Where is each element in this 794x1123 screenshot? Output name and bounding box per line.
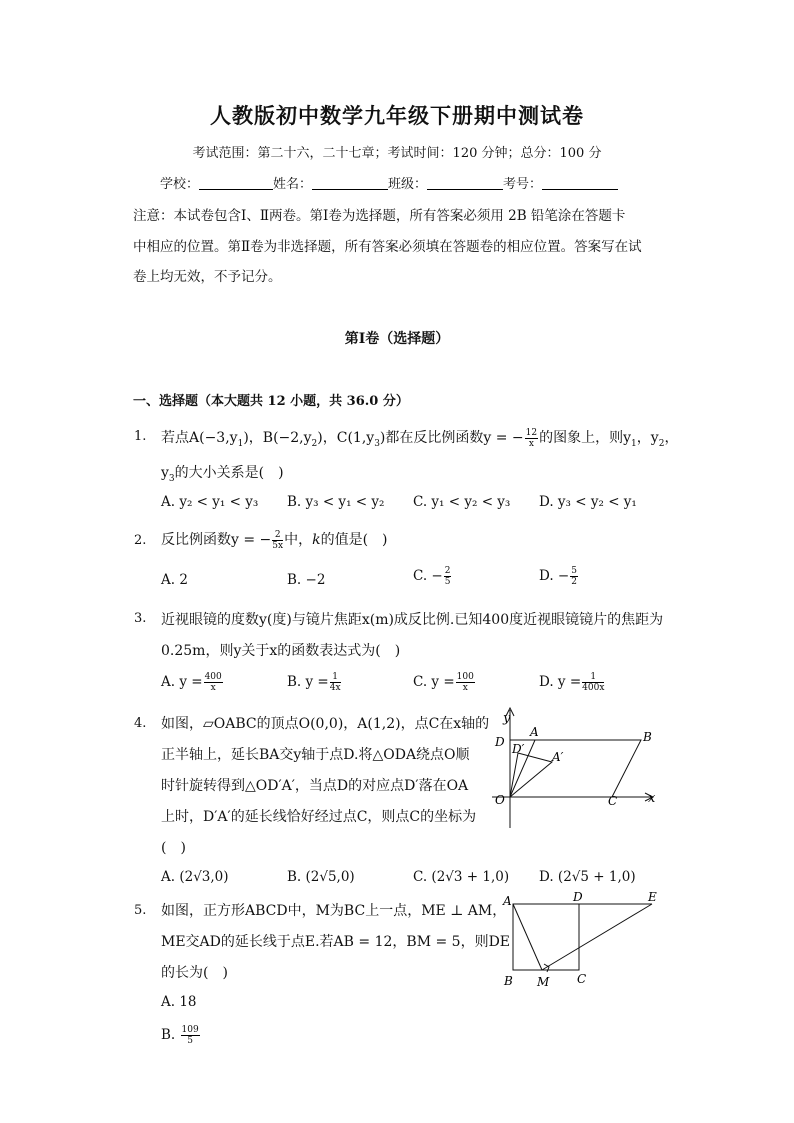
q4-stem-line3: 时针旋转得到△OD′A′，当点D的对应点D′落在OA bbox=[161, 778, 469, 794]
q4-parallelogram bbox=[510, 740, 641, 797]
q5-square bbox=[513, 904, 579, 970]
id-label: 考号： bbox=[503, 177, 543, 192]
q4-label-c: C bbox=[608, 794, 618, 808]
exam-info: 考试范围：第二十六，二十七章；考试时间：120 分钟；总分：100 分 bbox=[192, 146, 602, 161]
q4-number: 4. bbox=[134, 716, 147, 731]
q4-label-d-prime: D′ bbox=[512, 742, 525, 756]
q5-segment-am bbox=[513, 904, 542, 970]
notice-line-2: 中相应的位置。第Ⅱ卷为非选择题，所有答案必须填在答题卷的相应位置。答案写在试 bbox=[133, 239, 642, 255]
q2-option-d[interactable]: D. − $\frac{5}{2}$ bbox=[539, 566, 577, 587]
q3-option-c[interactable]: C. y = $\frac{100}{x}$ bbox=[413, 672, 474, 693]
school-label: 学校： bbox=[160, 177, 200, 192]
q4-option-a[interactable]: A. (2√3,0) bbox=[161, 869, 229, 885]
student-info-line bbox=[160, 173, 618, 192]
q1-stem-line1: 若点$A(-3,y_1)$，$B(-2,y_2)$，$C(1,y_3)$都在反比例函数y = − $\frac{12}{x}$ 的图象上，则$y_1$，$y_2$， bbox=[161, 427, 679, 449]
page-title: 人教版初中数学九年级下册期中测试卷 bbox=[210, 103, 584, 128]
q4-label-x: x bbox=[648, 791, 656, 806]
q4-label-o: O bbox=[495, 793, 505, 807]
q3-option-b[interactable]: B. y = $\frac{1}{4x}$ bbox=[287, 672, 341, 693]
q5-stem-line2: ME交AD的延长线于点E.若AB = 12，BM = 5，则DE bbox=[161, 934, 511, 950]
name-blank[interactable] bbox=[312, 176, 388, 190]
name-label: 姓名： bbox=[273, 177, 313, 192]
q1-option-a[interactable]: A. y₂ < y₁ < y₃ bbox=[161, 494, 259, 510]
q5-label-e: E bbox=[648, 890, 657, 904]
q4-label-y: y bbox=[503, 711, 511, 726]
q3-stem-line1: 近视眼镜的度数y(度)与镜片焦距x(m)成反比例.已知400度近视眼镜镜片的焦距为 bbox=[161, 612, 664, 628]
q5-number: 5. bbox=[134, 903, 147, 918]
q5-label-b: B bbox=[504, 974, 513, 988]
q4-label-a-prime: A′ bbox=[552, 750, 564, 764]
q4-label-b: B bbox=[643, 730, 652, 744]
section-title: 第Ⅰ卷（选择题） bbox=[344, 331, 450, 347]
q4-label-d: D bbox=[495, 735, 505, 749]
q1-number: 1. bbox=[134, 429, 147, 444]
q2-stem: 反比例函数y = − $\frac{2}{5x}$ 中，k的值是( ) bbox=[161, 529, 388, 551]
q4-figure bbox=[488, 705, 668, 833]
q5-segment-me bbox=[542, 904, 652, 970]
q1-stem-line2: $y_3$的大小关系是( ) bbox=[161, 465, 284, 484]
q3-stem-line2: 0.25m，则y关于x的函数表达式为( ) bbox=[161, 643, 401, 659]
notice-line-3: 卷上均无效，不予记分。 bbox=[133, 269, 282, 285]
class-label: 班级： bbox=[388, 177, 428, 192]
part-title: 一、选择题（本大题共 12 小题，共 36.0 分） bbox=[133, 394, 409, 409]
q2-number: 2. bbox=[134, 533, 147, 548]
q4-stem-line1: 如图，▱OABC的顶点O(0,0)，A(1,2)，点C在x轴的 bbox=[161, 716, 490, 732]
q4-stem-line2: 正半轴上，延长BA交y轴于点D.将△ODA绕点O顺 bbox=[161, 747, 470, 763]
q1-option-c[interactable]: C. y₁ < y₂ < y₃ bbox=[413, 494, 511, 510]
q5-label-c: C bbox=[577, 972, 587, 986]
q2-option-b[interactable]: B. −2 bbox=[287, 572, 326, 588]
q1-option-d[interactable]: D. y₃ < y₂ < y₁ bbox=[539, 494, 637, 510]
q4-option-d[interactable]: D. (2√5 + 1,0) bbox=[539, 869, 636, 885]
q4-stem-line4: 上时，D′A′的延长线恰好经过点C，则点C的坐标为 bbox=[161, 809, 477, 825]
q4-option-c[interactable]: C. (2√3 + 1,0) bbox=[413, 869, 510, 885]
id-blank[interactable] bbox=[542, 176, 618, 190]
q3-number: 3. bbox=[134, 611, 147, 626]
q2-option-a[interactable]: A. 2 bbox=[161, 572, 188, 588]
q5-stem-line1: 如图，正方形ABCD中，M为BC上一点，ME ⊥ AM， bbox=[161, 903, 507, 919]
q5-stem-line3: 的长为( ) bbox=[161, 965, 228, 981]
class-blank[interactable] bbox=[427, 176, 503, 190]
school-blank[interactable] bbox=[199, 176, 273, 190]
q1-option-b[interactable]: B. y₃ < y₁ < y₂ bbox=[287, 494, 385, 510]
q3-option-d[interactable]: D. y = $\frac{1}{400x}$ bbox=[539, 672, 605, 693]
q5-figure bbox=[497, 886, 667, 990]
q4-label-a: A bbox=[530, 725, 539, 739]
q2-option-c[interactable]: C. − $\frac{2}{5}$ bbox=[413, 566, 451, 587]
q5-option-a[interactable]: A. 18 bbox=[161, 994, 197, 1010]
q4-rotated-triangle bbox=[510, 753, 552, 797]
q5-option-b[interactable]: B. $\frac{109}{5}$ bbox=[161, 1025, 199, 1046]
q5-label-d: D bbox=[573, 890, 583, 904]
q5-label-a: A bbox=[503, 894, 512, 908]
notice-line-1: 注意：本试卷包含Ⅰ、Ⅱ两卷。第Ⅰ卷为选择题，所有答案必须用 2B 铅笔涂在答题卡 bbox=[133, 208, 626, 224]
q4-option-b[interactable]: B. (2√5,0) bbox=[287, 869, 355, 885]
q3-option-a[interactable]: A. y = $\frac{400}{x}$ bbox=[161, 672, 222, 693]
q5-label-m: M bbox=[537, 975, 550, 989]
q4-stem-line5: ( ) bbox=[161, 840, 186, 856]
